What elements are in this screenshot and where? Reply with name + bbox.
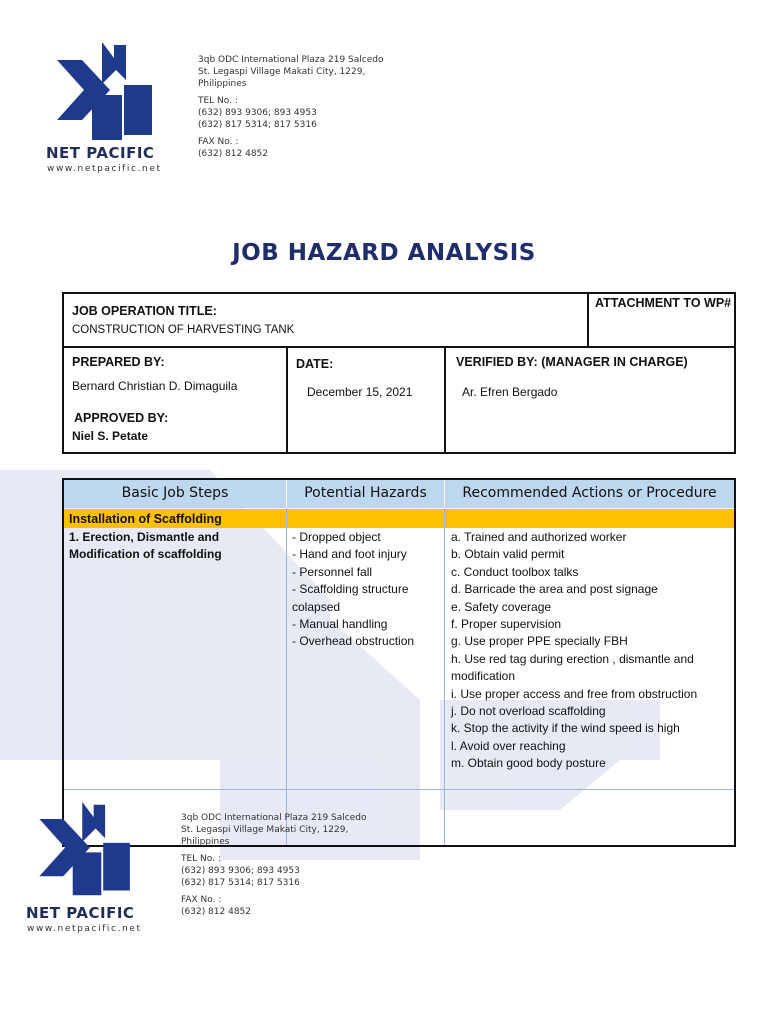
footer-company-logo [22, 800, 152, 940]
address-line: St. Legaspi Village Makati City, 1229, [198, 67, 366, 77]
footer-address-block [181, 812, 367, 918]
address-line: Philippines [198, 79, 247, 89]
hazard-item: - Personnel fall [292, 564, 373, 579]
action-item: c. Conduct toolbox talks [451, 564, 579, 579]
prepared-by-value: Bernard Christian D. Dimaguila [72, 379, 238, 393]
action-item: d. Barricade the area and post signage [451, 582, 658, 597]
action-item: e. Safety coverage [451, 599, 552, 614]
job-operation-value: CONSTRUCTION OF HARVESTING TANK [72, 324, 295, 336]
action-item: h. Use red tag during erection , dismantle and [451, 651, 694, 666]
action-item: a. Trained and authorized worker [451, 530, 627, 544]
job-operation-label: JOB OPERATION TITLE: [72, 304, 217, 318]
hazard-item: colapsed [292, 599, 341, 614]
fax-number: (632) 812 4852 [198, 149, 269, 159]
action-item: l. Avoid over reaching [451, 738, 566, 753]
action-item: f. Proper supervision [451, 617, 562, 632]
company-name: NET PACIFIC [46, 144, 155, 162]
address-line: 3qb ODC International Plaza 219 Salcedo [181, 813, 367, 823]
company-url: www.netpacific.net [27, 924, 142, 934]
verified-by-value: Ar. Efren Bergado [462, 385, 558, 399]
header-potential-hazards: Potential Hazards [287, 480, 444, 508]
actions-list [451, 529, 697, 773]
tel-label: TEL No. : [181, 854, 221, 864]
hazard-item: - Overhead obstruction [292, 634, 415, 649]
date-value: December 15, 2021 [307, 385, 413, 399]
net-pacific-logo-icon [52, 40, 162, 145]
company-url: www.netpacific.net [47, 164, 162, 174]
action-item: modification [451, 669, 516, 684]
approved-by-value: Niel S. Petate [72, 429, 149, 443]
date-label: DATE: [296, 357, 334, 371]
action-item: b. Obtain valid permit [451, 547, 565, 562]
job-step-cell [69, 529, 222, 564]
header-recommended-actions: Recommended Actions or Procedure [445, 480, 734, 508]
verified-by-label: VERIFIED BY: (MANAGER IN CHARGE) [456, 355, 688, 369]
header-basic-job-steps: Basic Job Steps [64, 480, 286, 508]
approved-by-label: APPROVED BY: [74, 411, 169, 425]
section-title: Installation of Scaffolding [69, 512, 222, 526]
job-step-line: 1. Erection, Dismantle and [69, 530, 220, 544]
company-address-block [198, 54, 384, 160]
hazards-list [292, 529, 414, 651]
address-line: St. Legaspi Village Makati City, 1229, [181, 825, 349, 835]
action-item: j. Do not overload scaffolding [451, 704, 606, 719]
action-item: g. Use proper PPE specially FBH [451, 634, 628, 649]
document-title: JOB HAZARD ANALYSIS [232, 240, 536, 266]
address-line: Philippines [181, 837, 230, 847]
fax-label: FAX No. : [181, 895, 222, 905]
hazard-item: - Scaffolding structure [292, 582, 409, 597]
hazard-item: - Manual handling [292, 617, 388, 632]
tel-number: (632) 817 5314; 817 5316 [198, 120, 317, 130]
company-name: NET PACIFIC [26, 904, 135, 922]
address-line: 3qb ODC International Plaza 219 Salcedo [198, 55, 384, 65]
job-step-line: Modification of scaffolding [69, 547, 222, 562]
net-pacific-logo-icon [32, 800, 142, 900]
hazard-item: - Dropped object [292, 530, 381, 544]
fax-number: (632) 812 4852 [181, 907, 252, 917]
action-item: k. Stop the activity if the wind speed is high [451, 721, 680, 736]
tel-label: TEL No. : [198, 96, 238, 106]
company-logo [40, 40, 170, 180]
action-item: m. Obtain good body posture [451, 756, 606, 771]
action-item: i. Use proper access and free from obstruction [451, 686, 698, 701]
attachment-label: ATTACHMENT TO WP# [595, 296, 732, 310]
tel-number: (632) 893 9306; 893 4953 [198, 108, 317, 118]
fax-label: FAX No. : [198, 137, 239, 147]
tel-number: (632) 893 9306; 893 4953 [181, 866, 300, 876]
tel-number: (632) 817 5314; 817 5316 [181, 878, 300, 888]
hazard-item: - Hand and foot injury [292, 547, 407, 562]
prepared-by-label: PREPARED BY: [72, 355, 165, 369]
